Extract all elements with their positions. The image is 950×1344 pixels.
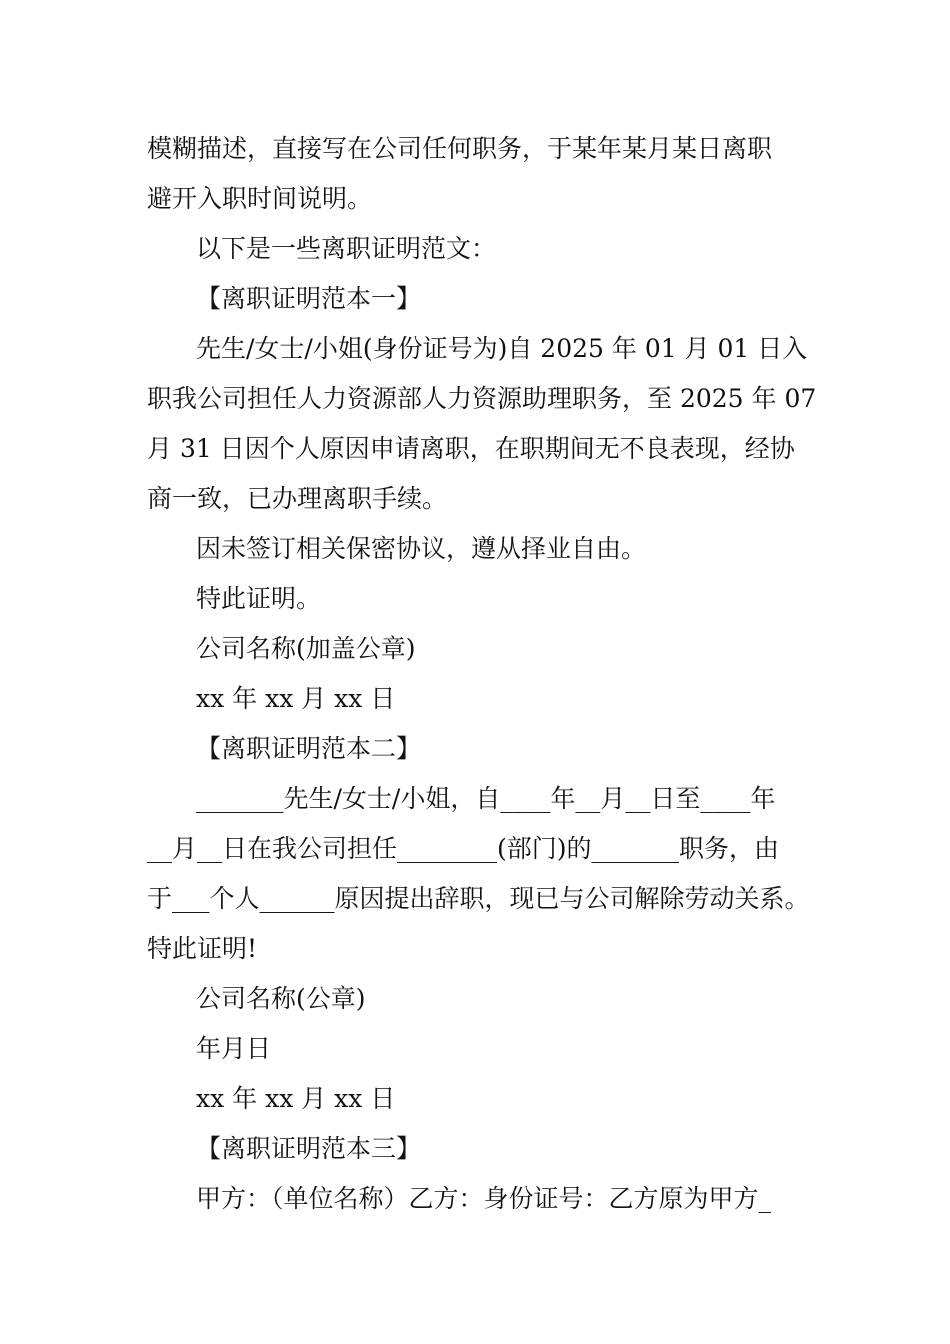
paragraph-line: 商一致，已办理离职手续。 [147, 484, 448, 513]
paragraph-line: 职我公司担任人力资源部人力资源助理职务，至 2025 年 07 [147, 384, 817, 413]
intro-text: 以下是一些离职证明范文： [196, 234, 497, 263]
paragraph-line: 先生/女士/小姐(身份证号为)自 2025 年 01 月 01 日入 [196, 334, 808, 363]
section-heading: 【离职证明范本二】 [196, 734, 422, 763]
section-heading: 【离职证明范本三】 [196, 1134, 422, 1163]
paragraph-line: 甲方：（单位名称）乙方：身份证号：乙方原为甲方_ [196, 1184, 772, 1213]
paragraph-line: __月__日在我公司担任________(部门)的_______职务，由 [147, 834, 780, 863]
closing-text: 特此证明! [147, 934, 258, 963]
paragraph-line: _______先生/女士/小姐，自____年__月__日至____年 [196, 784, 776, 813]
date-line: xx 年 xx 月 xx 日 [196, 684, 396, 713]
date-line: 年月日 [196, 1034, 272, 1063]
paragraph-line: 模糊描述，直接写在公司任何职务，于某年某月某日离职 [147, 134, 773, 163]
section-heading: 【离职证明范本一】 [196, 284, 422, 313]
closing-text: 特此证明。 [196, 584, 322, 613]
paragraph-line: 于___个人______原因提出辞职，现已与公司解除劳动关系。 [147, 884, 810, 913]
paragraph-line: 因未签订相关保密协议，遵从择业自由。 [196, 534, 647, 563]
paragraph-line: 月 31 日因个人原因申请离职，在职期间无不良表现，经协 [147, 434, 795, 463]
paragraph-line: 避开入职时间说明。 [147, 184, 373, 213]
company-name: 公司名称(加盖公章) [196, 634, 416, 663]
company-name: 公司名称(公章) [196, 984, 366, 1013]
date-line: xx 年 xx 月 xx 日 [196, 1084, 396, 1113]
